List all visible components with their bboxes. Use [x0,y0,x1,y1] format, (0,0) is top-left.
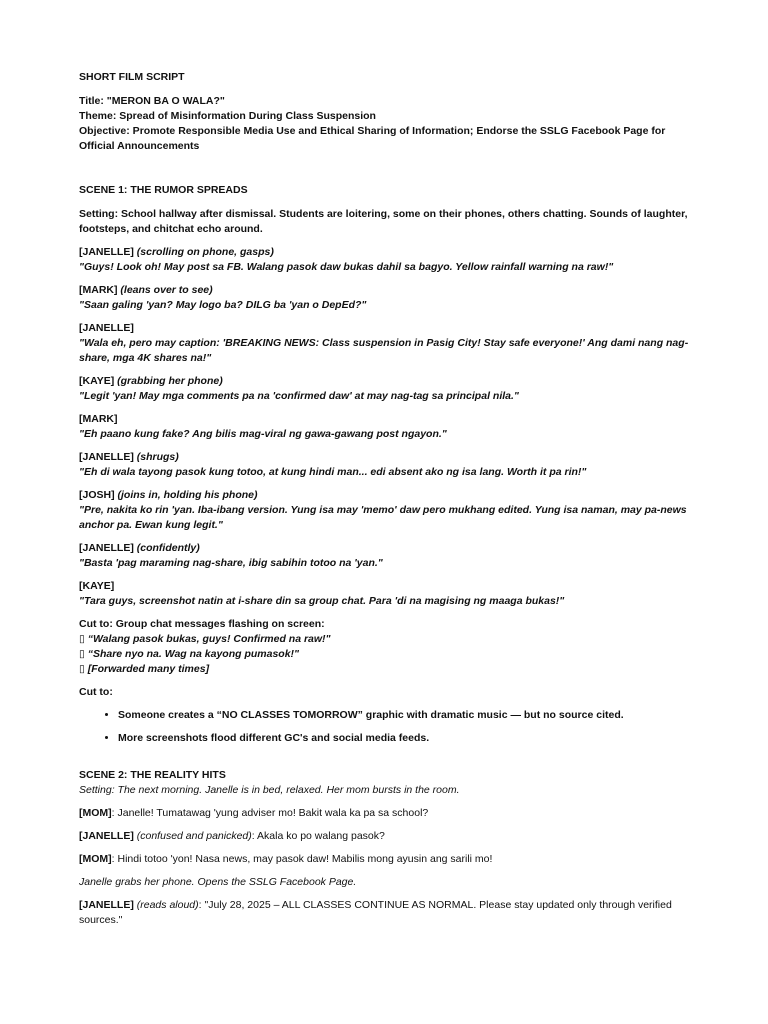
dialogue-block [79,283,698,313]
speaker: [JANELLE] [79,542,134,554]
dialogue-text: : "July 28, 2025 – ALL CLASSES CONTINUE AS NORMAL. Please stay updated only through verified sources." [79,899,672,926]
dialogue-block [79,412,698,442]
stage-direction: (leans over to see) [120,284,213,296]
gc-message: ▯ “Walang pasok bukas, guys! Confirmed na raw!" [79,632,698,647]
stage-direction: (confidently) [136,542,200,554]
dialogue-text: "Eh paano kung fake? Ang bilis mag-viral ng gawa-gawang post ngayon." [79,428,447,440]
bullet-item: • Someone creates a “NO CLASSES TOMORROW” graphic with dramatic music — but no source cited. [118,708,698,723]
dialogue-line [79,806,698,821]
speaker: [MARK] [79,284,118,296]
theme-line: Theme: Spread of Misinformation During Class Suspension [79,110,376,122]
dialogue-block [79,488,698,533]
dialogue-block [79,579,698,609]
dialogue-text: "Saan galing 'yan? May logo ba? DILG ba 'yan o DepEd?" [79,299,367,311]
speaker: [MOM] [79,853,112,865]
dialogue-text: "Tara guys, screenshot natin at i-share din sa group chat. Para 'di na magising ng maaga bukas!" [79,595,565,607]
stage-direction: (grabbing her phone) [117,375,223,387]
cut-to-label: Cut to: [79,686,113,698]
dialogue-line [79,898,698,928]
stage-direction: (shrugs) [136,451,179,463]
speaker: [JANELLE] [79,830,134,842]
dialogue-block [79,374,698,404]
dialogue-line [79,829,698,844]
dialogue-block [79,321,698,366]
bullet-item: • More screenshots flood different GC's and social media feeds. [118,731,698,746]
dialogue-text: : Hindi totoo 'yon! Nasa news, may pasok daw! Mabilis mong ayusin ang sarili mo! [111,853,493,865]
gc-message: ▯ “Share nyo na. Wag na kayong pumasok!" [79,647,698,662]
scene1-setting: Setting: School hallway after dismissal. Students are loitering, some on their phones, others chatting. Sounds of laughter, footsteps, and chitchat echo around. [79,208,688,235]
speaker: [JANELLE] [79,451,134,463]
action-line: Janelle grabs her phone. Opens the SSLG Facebook Page. [79,876,357,888]
title-line: Title: "MERON BA O WALA?" [79,95,225,107]
dialogue-text: "Pre, nakita ko rin 'yan. Iba-ibang version. Yung isa may 'memo' daw pero mukhang edited. Yung isa naman, may pa-news anchor pa. Ewan kung legit." [79,504,687,531]
scene1-heading: SCENE 1: THE RUMOR SPREADS [79,184,248,196]
scene2-heading: SCENE 2: THE REALITY HITS [79,769,226,781]
stage-direction: (reads aloud) [133,899,199,911]
cut-to-group-chat: Cut to: Group chat messages flashing on screen: [79,618,325,630]
speaker: [MOM] [79,807,112,819]
speaker: [JANELLE] [79,246,134,258]
dialogue-block [79,541,698,571]
dialogue-text: "Eh di wala tayong pasok kung totoo, at kung hindi man... edi absent ako ng isa lang. Worth it pa rin!" [79,466,587,478]
bullet-list [79,708,698,746]
group-chat-block [79,617,698,677]
speaker: [KAYE] [79,375,115,387]
dialogue-line [79,852,698,867]
dialogue-block [79,245,698,275]
dialogue-text: "Basta 'pag maraming nag-share, ibig sabihin totoo na 'yan." [79,557,383,569]
speaker: [JOSH] [79,489,115,501]
stage-direction: (scrolling on phone, gasps) [136,246,274,258]
speaker: [MARK] [79,413,118,425]
dialogue-text: "Guys! Look oh! May post sa FB. Walang pasok daw bukas dahil sa bagyo. Yellow rainfall warning na raw!" [79,261,614,273]
speaker: [KAYE] [79,580,115,592]
dialogue-block [79,450,698,480]
scene2-setting: Setting: The next morning. Janelle is in bed, relaxed. Her mom bursts in the room. [79,784,460,796]
speaker: [JANELLE] [79,899,134,911]
speaker: [JANELLE] [79,322,134,334]
stage-direction: (confused and panicked) [133,830,252,842]
dialogue-text: "Legit 'yan! May mga comments pa na 'confirmed daw' at may nag-tag sa principal nila." [79,390,519,402]
dialogue-text: : Janelle! Tumatawag 'yung adviser mo! Bakit wala ka pa sa school? [111,807,429,819]
objective-line: Objective: Promote Responsible Media Use and Ethical Sharing of Information; Endorse the SSLG Facebook Page for Official Announcements [79,125,666,152]
stage-direction: (joins in, holding his phone) [117,489,258,501]
gc-message: ▯ [Forwarded many times] [79,662,698,677]
spacer [79,154,698,175]
dialogue-text: "Wala eh, pero may caption: 'BREAKING NEWS: Class suspension in Pasig City! Stay safe everyone!' Ang dami nang nag-share, mga 4K shares na!" [79,337,689,364]
doc-header: SHORT FILM SCRIPT [79,71,185,83]
dialogue-text: : Akala ko po walang pasok? [251,830,385,842]
